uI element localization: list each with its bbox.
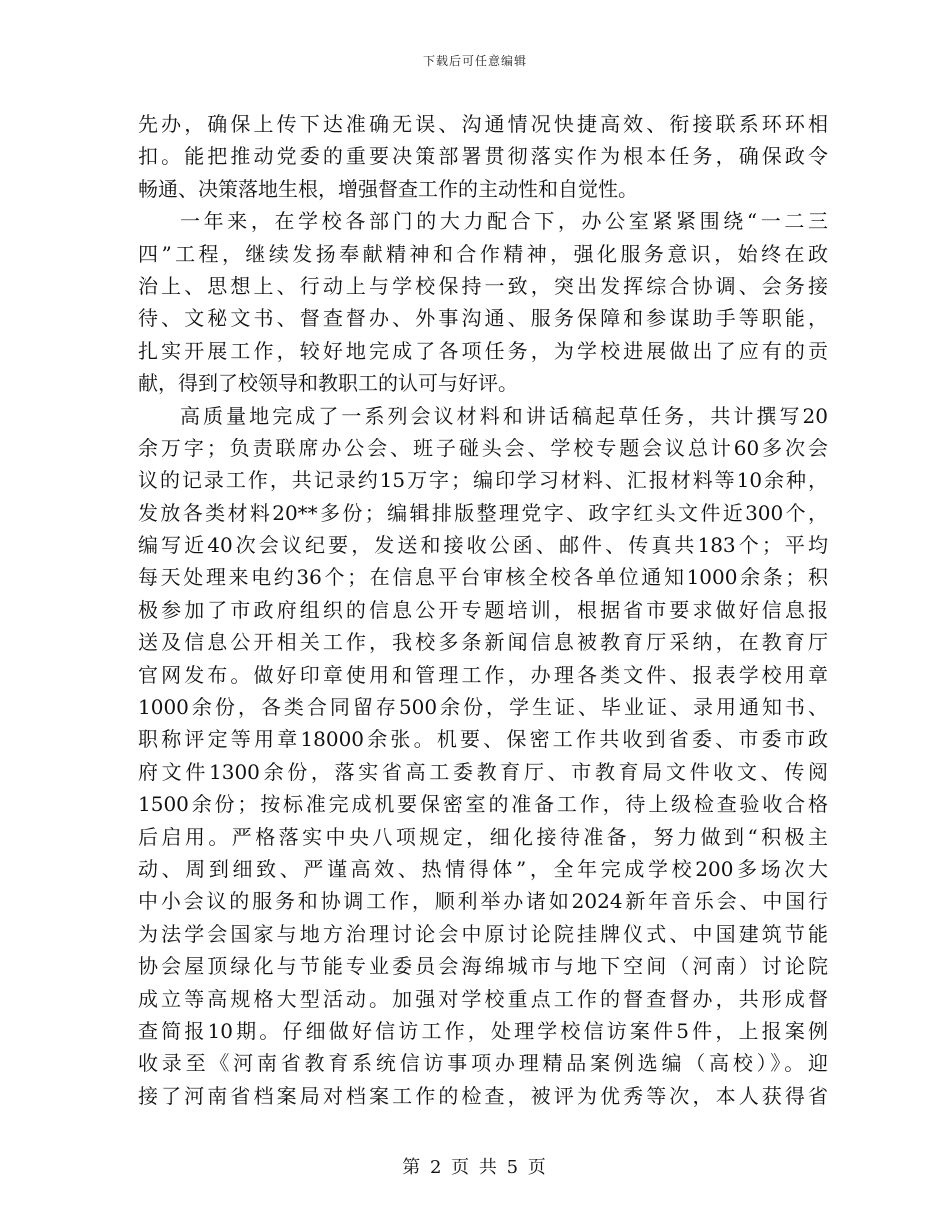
text-line: 中小会议的服务和协调工作，顺利举办诸如2024新年音乐会、中国行 [138, 889, 828, 914]
text-line: 编写近40次会议纪要，发送和接收公函、邮件、传真共183个；平均 [138, 533, 828, 558]
text-line: 收录至《河南省教育系统信访事项办理精品案例选编（高校）》。迎 [138, 1051, 828, 1076]
text-line: 查简报10期。仔细做好信访工作，处理学校信访案件5件，上报案例 [138, 1018, 828, 1043]
page-number: 第 2 页 共 5 页 [402, 1157, 548, 1178]
text-line: 先办，确保上传下达准确无误、沟通情况快捷高效、衔接联系环环相 [138, 112, 828, 136]
text-line: 献，得到了校领导和教职工的认可与好评。 [138, 371, 518, 396]
text-line: 为法学会国家与地方治理讨论会中原讨论院挂牌仪式、中国建筑节能 [138, 921, 828, 946]
text-line: 待、文秘文书、督查督办、外事沟通、服务保障和参谋助手等职能， [138, 306, 828, 331]
text-line: 每天处理来电约36个；在信息平台审核全校各单位通知1000余条；积 [138, 565, 828, 590]
text-line: 职称评定等用章18000余张。机要、保密工作共收到省委、市委市政 [138, 727, 828, 752]
text-line: 余万字；负责联席办公会、班子碰头会、学校专题会议总计60多次会 [138, 435, 828, 460]
text-line: 送及信息公开相关工作，我校多条新闻信息被教育厅采纳，在教育厅 [138, 630, 828, 655]
text-line: 1500余份；按标准完成机要保密室的准备工作，待上级检查验收合格 [138, 792, 828, 817]
document-body [138, 108, 828, 1112]
text-line: 官网发布。做好印章使用和管理工作，办理各类文件、报表学校用章 [138, 662, 828, 687]
text-line: 发放各类材料20**多份；编辑排版整理党字、政字红头文件近300个， [138, 500, 828, 525]
text-line: 后启用。严格落实中央八项规定，细化接待准备，努力做到“积极主 [138, 824, 828, 849]
text-line: 四”工程，继续发扬奉献精神和合作精神，强化服务意识，始终在政 [138, 241, 828, 266]
text-line: 畅通、决策落地生根，增强督查工作的主动性和自觉性。 [138, 176, 638, 201]
text-line: 极参加了市政府组织的信息公开专题培训，根据省市要求做好信息报 [138, 597, 828, 622]
text-line: 接了河南省档案局对档案工作的检查，被评为优秀等次，本人获得省 [138, 1083, 828, 1108]
text-line: 协会屋顶绿化与节能专业委员会海绵城市与地下空间（河南）讨论院 [138, 954, 828, 979]
text-line: 扎实开展工作，较好地完成了各项任务，为学校进展做出了应有的贡 [138, 338, 828, 363]
text-line: 高质量地完成了一系列会议材料和讲话稿起草任务，共计撰写20 [180, 403, 828, 428]
text-line: 动、周到细致、严谨高效、热情得体”，全年完成学校200多场次大 [138, 856, 828, 881]
text-line: 府文件1300余份，落实省高工委教育厅、市教育局文件收文、传阅 [138, 759, 828, 784]
text-line: 一年来，在学校各部门的大力配合下，办公室紧紧围绕“一二三 [180, 209, 828, 234]
text-line: 议的记录工作，共记录约15万字；编印学习材料、汇报材料等10余种， [138, 468, 828, 493]
text-line: 治上、思想上、行动上与学校保持一致，突出发挥综合协调、会务接 [138, 273, 828, 298]
text-line: 1000余份，各类合同留存500余份，学生证、毕业证、录用通知书、 [138, 695, 828, 720]
text-line: 扣。能把推动党委的重要决策部署贯彻落实作为根本任务，确保政令 [138, 144, 828, 169]
page-header: 下载后可任意编辑 [422, 54, 527, 68]
text-line: 成立等高规格大型活动。加强对学校重点工作的督查督办，共形成督 [138, 986, 828, 1011]
